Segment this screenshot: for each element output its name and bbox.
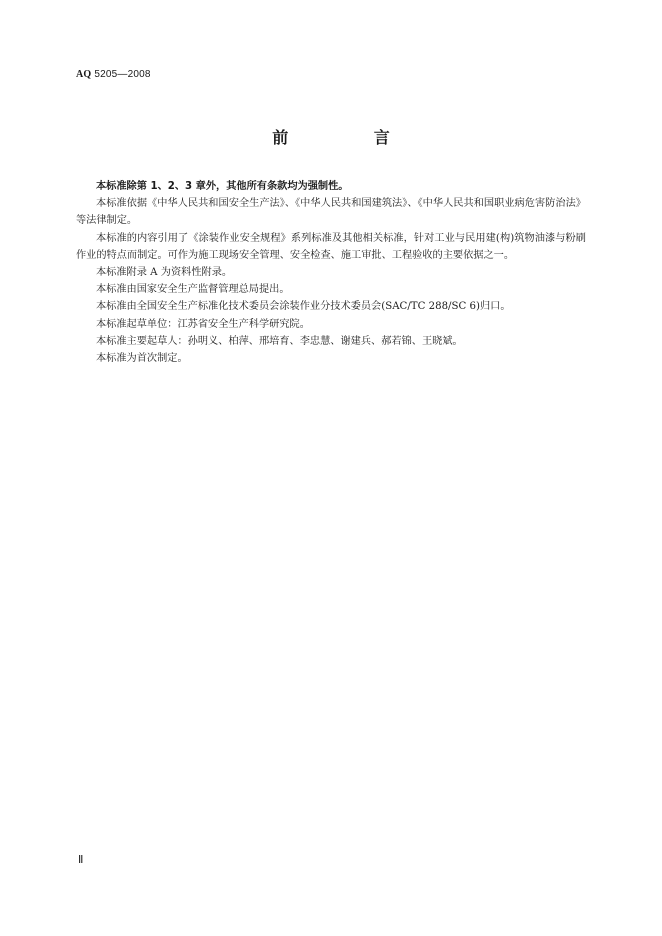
paragraph-appendix: 本标准附录 A 为资料性附录。 xyxy=(96,267,233,279)
paragraph-mandatory-clauses: 本标准除第 1、2、3 章外，其他所有条款均为强制性。 xyxy=(96,181,349,192)
paragraph-proposed-by: 本标准由国家安全生产监督管理总局提出。 xyxy=(96,284,290,296)
foreword-body xyxy=(76,178,586,367)
standard-code: AQ xyxy=(76,69,92,80)
paragraph-drafters: 本标准主要起草人：孙明义、柏萍、邢培育、李忠慧、谢建兵、郝若锦、王晓斌。 xyxy=(96,335,463,347)
paragraph-legal-basis: 本标准依据《中华人民共和国安全生产法》、《中华人民共和国建筑法》、《中华人民共和国职业病危害防治法》等法律制定。 xyxy=(76,198,586,227)
page-title: 前 言 xyxy=(272,128,430,147)
standard-number: 5205—2008 xyxy=(94,69,151,80)
standard-number-header xyxy=(76,69,151,80)
paragraph-referenced-standards: 本标准的内容引用了《涂装作业安全规程》系列标准及其他相关标准，针对工业与民用建(构)筑物油漆与粉刷作业的特点而制定。可作为施工现场安全管理、安全检查、施工审批、工程验收的主要依据之一。 xyxy=(76,232,586,261)
paragraph-drafting-unit: 本标准起草单位：江苏省安全生产科学研究院。 xyxy=(96,318,310,330)
paragraph-centralized-by: 本标准由全国安全生产标准化技术委员会涂装作业分技术委员会(SAC/TC 288/SC 6)归口。 xyxy=(96,301,511,313)
page-number: Ⅱ xyxy=(78,854,84,866)
paragraph-first-edition: 本标准为首次制定。 xyxy=(96,353,188,365)
